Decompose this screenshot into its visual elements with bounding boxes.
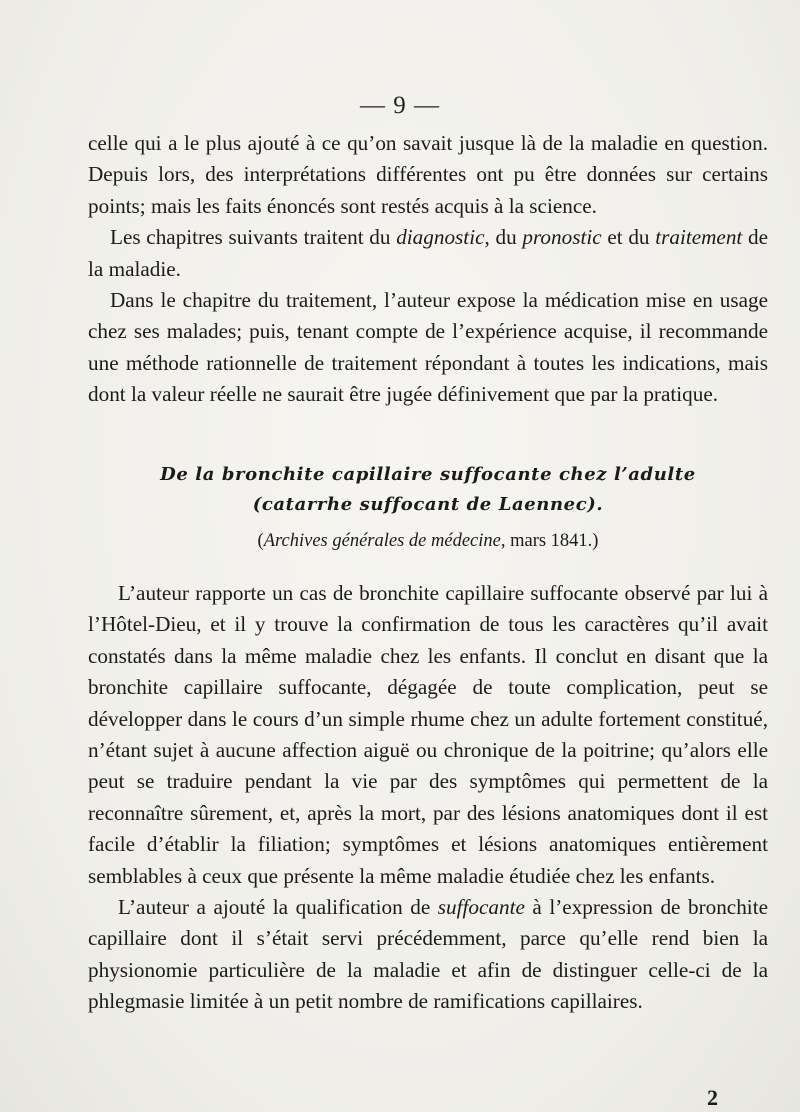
intro-paragraph-3: Dans le chapitre du traitement, l’auteur expose la médication mise en usage chez ses malades; puis, tenant compte de l’expérience acquise, il recommande une méthode rationnelle de traitement répondant à toutes les indications, mais dont la valeur réelle ne saurait être jugée définivement que par la pratique. [88, 288, 768, 407]
source-journal: Archives générales de médecine [263, 531, 501, 551]
source-date: , mars 1841.) [500, 531, 599, 551]
text-run: et du [601, 225, 656, 250]
page-number: — 9 — [360, 92, 440, 119]
text-run: , du [484, 225, 523, 250]
intro-paragraph-2 [88, 222, 768, 285]
intro-paragraph-1: celle qui a le plus ajouté à ce qu’on savait jusque là de la maladie en question. Depuis lors, des interprétations différentes ont pu être données sur certains points; mais les faits énoncés sont restés acquis à la science. [88, 131, 768, 218]
text-run: Les chapitres suivants traitent du [110, 225, 397, 250]
section-source [88, 527, 768, 555]
intro-text [88, 128, 768, 411]
section-paragraph-2 [88, 892, 768, 1018]
footer-page-number: 2 [707, 1085, 718, 1110]
section-heading [88, 460, 768, 520]
text-run: ( [257, 531, 264, 551]
text-run: de la maladie. [88, 225, 769, 281]
section-heading-line-1: De la bronchite capillaire suffocante chez l’adulte [160, 464, 696, 485]
italic-diagnostic: diagnostic [396, 225, 485, 250]
italic-pronostic: pronostic [522, 225, 602, 250]
text-run: L’auteur a ajouté la qualification de [118, 895, 438, 920]
text-run: à l’expression de bronchite capillaire dont il s’était servi précédemment, parce qu’elle rend bien la physionomie particulière de la maladie et afin de distinguer celle-ci de la phlegmasie limitée à un petit nombre de ramifications capillaires. [88, 895, 768, 1014]
section-paragraph-1: L’auteur rapporte un cas de bronchite capillaire suffocante observé par lui à l’Hôtel-Dieu, et il y trouve la confirmation de tous les caractères qu’il avait constatés dans la même maladie chez les enfants. Il conclut en disant que la bronchite capillaire suffocante, dégagée de toute complication, peut se développer dans le cours d’un simple rhume chez un adulte fortement constitué, n’étant sujet à aucune affection aiguë ou chronique de la poitrine; qu’alors elle peut se traduire pendant la vie par des symptômes qui permettent de la reconnaître sûrement, et, après la mort, par des lésions anatomiques dont il est facile d’établir la filiation; symptômes et lésions anatomiques entièrement semblables à ceux que présente la même maladie étudiée chez les enfants. [88, 581, 768, 888]
section-text [88, 578, 768, 1018]
italic-traitement: traitement [655, 225, 743, 250]
section-heading-line-2: (catarrhe suffocant de Laennec). [252, 494, 604, 515]
italic-suffocante: suffocante [437, 895, 525, 920]
